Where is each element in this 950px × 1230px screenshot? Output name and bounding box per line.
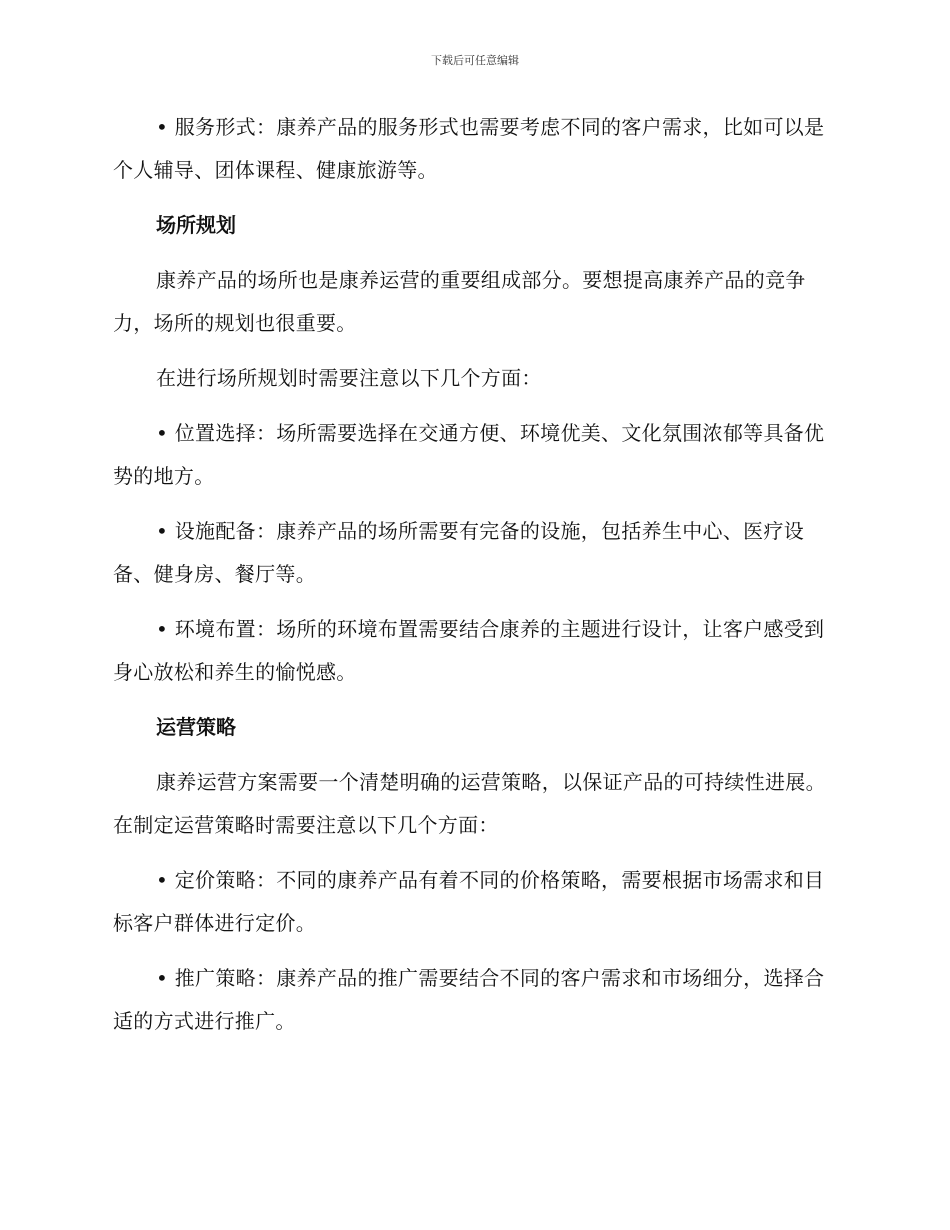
bullet-pricing-strategy: • 定价策略：不同的康养产品有着不同的价格策略，需要根据市场需求和目标客户群体进行定价。 [113,868,825,935]
bullet-environment: • 环境布置：场所的环境布置需要结合康养的主题进行设计，让客户感受到身心放松和养生的愉悦感。 [113,617,825,684]
paragraph-venue-aspects: 在进行场所规划时需要注意以下几个方面： [156,366,542,390]
bullet-facilities: • 设施配备：康养产品的场所需要有完备的设施，包括养生中心、医疗设备、健身房、餐厅等。 [113,519,805,586]
section-heading-venue-planning: 场所规划 [156,213,236,237]
bullet-service-form: • 服务形式：康养产品的服务形式也需要考虑不同的客户需求，比如可以是个人辅导、团体课程、健康旅游等。 [113,115,825,182]
document-body [113,106,831,1055]
bullet-location-choice: • 位置选择：场所需要选择在交通方便、环境优美、文化氛围浓郁等具备优势的地方。 [113,421,825,488]
paragraph-strategy-intro: 康养运营方案需要一个清楚明确的运营策略，以保证产品的可持续性进展。在制定运营策略时需要注意以下几个方面： [113,770,826,837]
bullet-promotion-strategy: • 推广策略：康养产品的推广需要结合不同的客户需求和市场细分，选择合适的方式进行推广。 [113,966,825,1033]
section-heading-operation-strategy: 运营策略 [156,715,236,739]
page-header: 下载后可任意编辑 [431,54,519,67]
paragraph-venue-intro: 康养产品的场所也是康养运营的重要组成部分。要想提高康养产品的竞争力，场所的规划也很重要。 [113,268,806,335]
